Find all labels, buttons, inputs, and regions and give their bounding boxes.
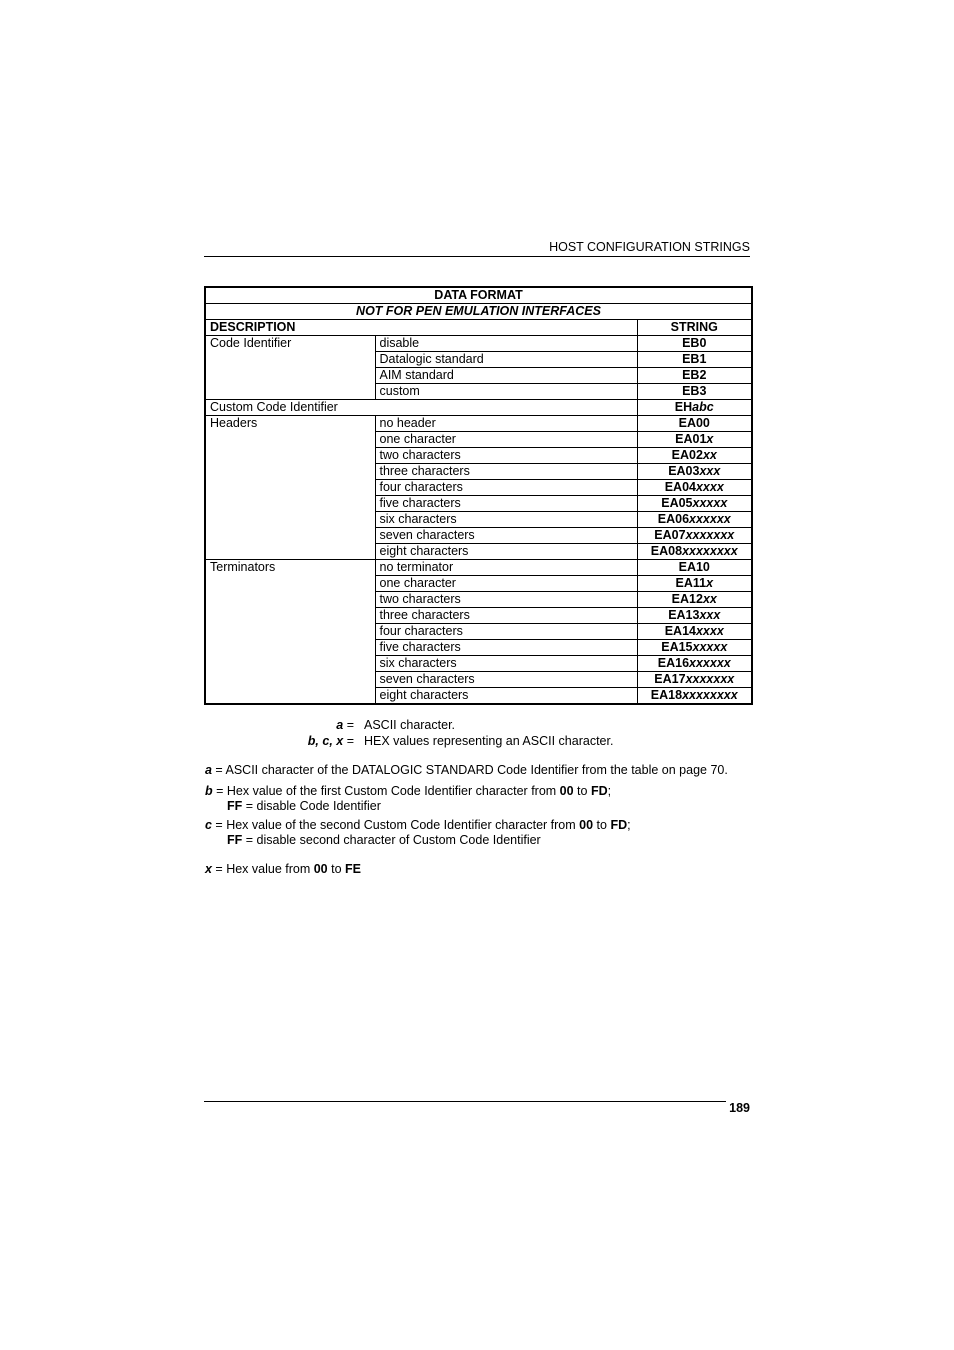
option-description: four characters [375, 480, 637, 496]
string-variable: xx [702, 448, 717, 462]
string-cell [637, 512, 752, 528]
option-description: eight characters [375, 544, 637, 560]
string-code: EA15 [661, 640, 693, 654]
string-code: EB3 [682, 384, 707, 398]
string-code: EA10 [678, 560, 710, 574]
page-number: 189 [729, 1101, 750, 1115]
string-cell [637, 672, 752, 688]
note-a: a = ASCII character of the DATALOGIC STANDARD Code Identifier from the table on page 70. [205, 763, 728, 777]
string-variable: x [706, 576, 714, 590]
legend-value-a: ASCII character. [364, 718, 456, 732]
terminators-label: Terminators [205, 560, 375, 705]
table-row [205, 416, 752, 432]
option-description: AIM standard [375, 368, 637, 384]
option-description: three characters [375, 608, 637, 624]
string-cell [637, 624, 752, 640]
code-identifier-label: Code Identifier [205, 336, 375, 400]
table-title: DATA FORMAT [205, 287, 752, 304]
table-row [205, 560, 752, 576]
string-cell [637, 368, 752, 384]
legend-key-bcx: b, c, x = [307, 734, 354, 748]
string-code: EA03 [668, 464, 700, 478]
string-code: EA02 [671, 448, 703, 462]
string-code: EB2 [682, 368, 707, 382]
string-code: EB1 [682, 352, 707, 366]
string-cell [637, 464, 752, 480]
string-variable: xx [702, 592, 717, 606]
note-b: b = Hex value of the first Custom Code Identifier character from 00 to FD; FF = disable Code Identifier [205, 784, 612, 813]
string-cell [637, 576, 752, 592]
headers-label: Headers [205, 416, 375, 560]
string-cell [637, 416, 752, 432]
string-code: EA11 [675, 576, 707, 590]
option-description: seven characters [375, 528, 637, 544]
string-cell [637, 640, 752, 656]
option-description: no terminator [375, 560, 637, 576]
data-format-table [204, 286, 753, 705]
string-variable: xxxxxxx [685, 528, 735, 542]
string-cell [637, 688, 752, 705]
string-code: EA16 [657, 656, 690, 670]
string-variable: x [706, 432, 714, 446]
string-code: EA12 [671, 592, 703, 606]
string-code: EA04 [664, 480, 696, 494]
legend-value-bcx: HEX values representing an ASCII character. [364, 734, 614, 748]
string-code: EA01 [675, 432, 707, 446]
string-variable: xxx [699, 608, 721, 622]
option-description: three characters [375, 464, 637, 480]
string-code: EA08 [650, 544, 683, 558]
string-code: EA05 [661, 496, 693, 510]
note-x: x = Hex value from 00 to FE [205, 862, 361, 876]
table-row [205, 400, 752, 416]
string-variable: xxxxx [692, 496, 728, 510]
string-cell [637, 432, 752, 448]
option-description: six characters [375, 656, 637, 672]
string-variable: xxxx [695, 624, 724, 638]
string-code: EH [674, 400, 693, 414]
string-variable: abc [692, 400, 714, 414]
string-cell [637, 656, 752, 672]
string-variable: xxxx [695, 480, 724, 494]
string-code: EB0 [682, 336, 707, 350]
string-code: EA17 [654, 672, 686, 686]
header-rule [204, 256, 750, 257]
string-cell [637, 400, 752, 416]
notes [205, 763, 765, 881]
table-row [205, 336, 752, 352]
legend-key-a: a = [336, 718, 354, 732]
string-cell [637, 560, 752, 576]
string-cell [637, 384, 752, 400]
table-subtitle: NOT FOR PEN EMULATION INTERFACES [205, 304, 752, 320]
string-variable: xxxxxxxx [682, 544, 738, 558]
string-variable: xxxxxxx [685, 672, 735, 686]
column-header-string: STRING [637, 320, 752, 336]
string-variable: xxxxx [692, 640, 728, 654]
section-title: HOST CONFIGURATION STRINGS [549, 240, 750, 254]
string-variable: xxxxxx [689, 656, 731, 670]
option-description: two characters [375, 592, 637, 608]
string-code: EA13 [668, 608, 700, 622]
note-c: c = Hex value of the second Custom Code Identifier character from 00 to FD; FF = disable second character of Custom Code Identifier [205, 818, 631, 847]
option-description: custom [375, 384, 637, 400]
option-description: five characters [375, 496, 637, 512]
option-description: no header [375, 416, 637, 432]
option-description: one character [375, 432, 637, 448]
string-cell [637, 608, 752, 624]
string-code: EA14 [664, 624, 696, 638]
string-code: EA07 [654, 528, 686, 542]
string-cell [637, 448, 752, 464]
option-description: seven characters [375, 672, 637, 688]
string-cell [637, 528, 752, 544]
string-cell [637, 496, 752, 512]
string-cell [637, 592, 752, 608]
string-variable: xxx [699, 464, 721, 478]
option-description: five characters [375, 640, 637, 656]
option-description: four characters [375, 624, 637, 640]
option-description: eight characters [375, 688, 637, 705]
option-description: one character [375, 576, 637, 592]
string-code: EA00 [678, 416, 710, 430]
option-description: six characters [375, 512, 637, 528]
string-variable: xxxxxx [689, 512, 731, 526]
option-description: Datalogic standard [375, 352, 637, 368]
option-description: disable [375, 336, 637, 352]
string-variable: xxxxxxxx [682, 688, 738, 702]
string-cell [637, 544, 752, 560]
option-description: two characters [375, 448, 637, 464]
custom-code-identifier-label: Custom Code Identifier [205, 400, 637, 416]
string-cell [637, 352, 752, 368]
string-cell [637, 336, 752, 352]
string-code: EA06 [657, 512, 690, 526]
string-cell [637, 480, 752, 496]
column-header-description: DESCRIPTION [205, 320, 637, 336]
footer-rule [204, 1101, 726, 1102]
string-code: EA18 [650, 688, 683, 702]
